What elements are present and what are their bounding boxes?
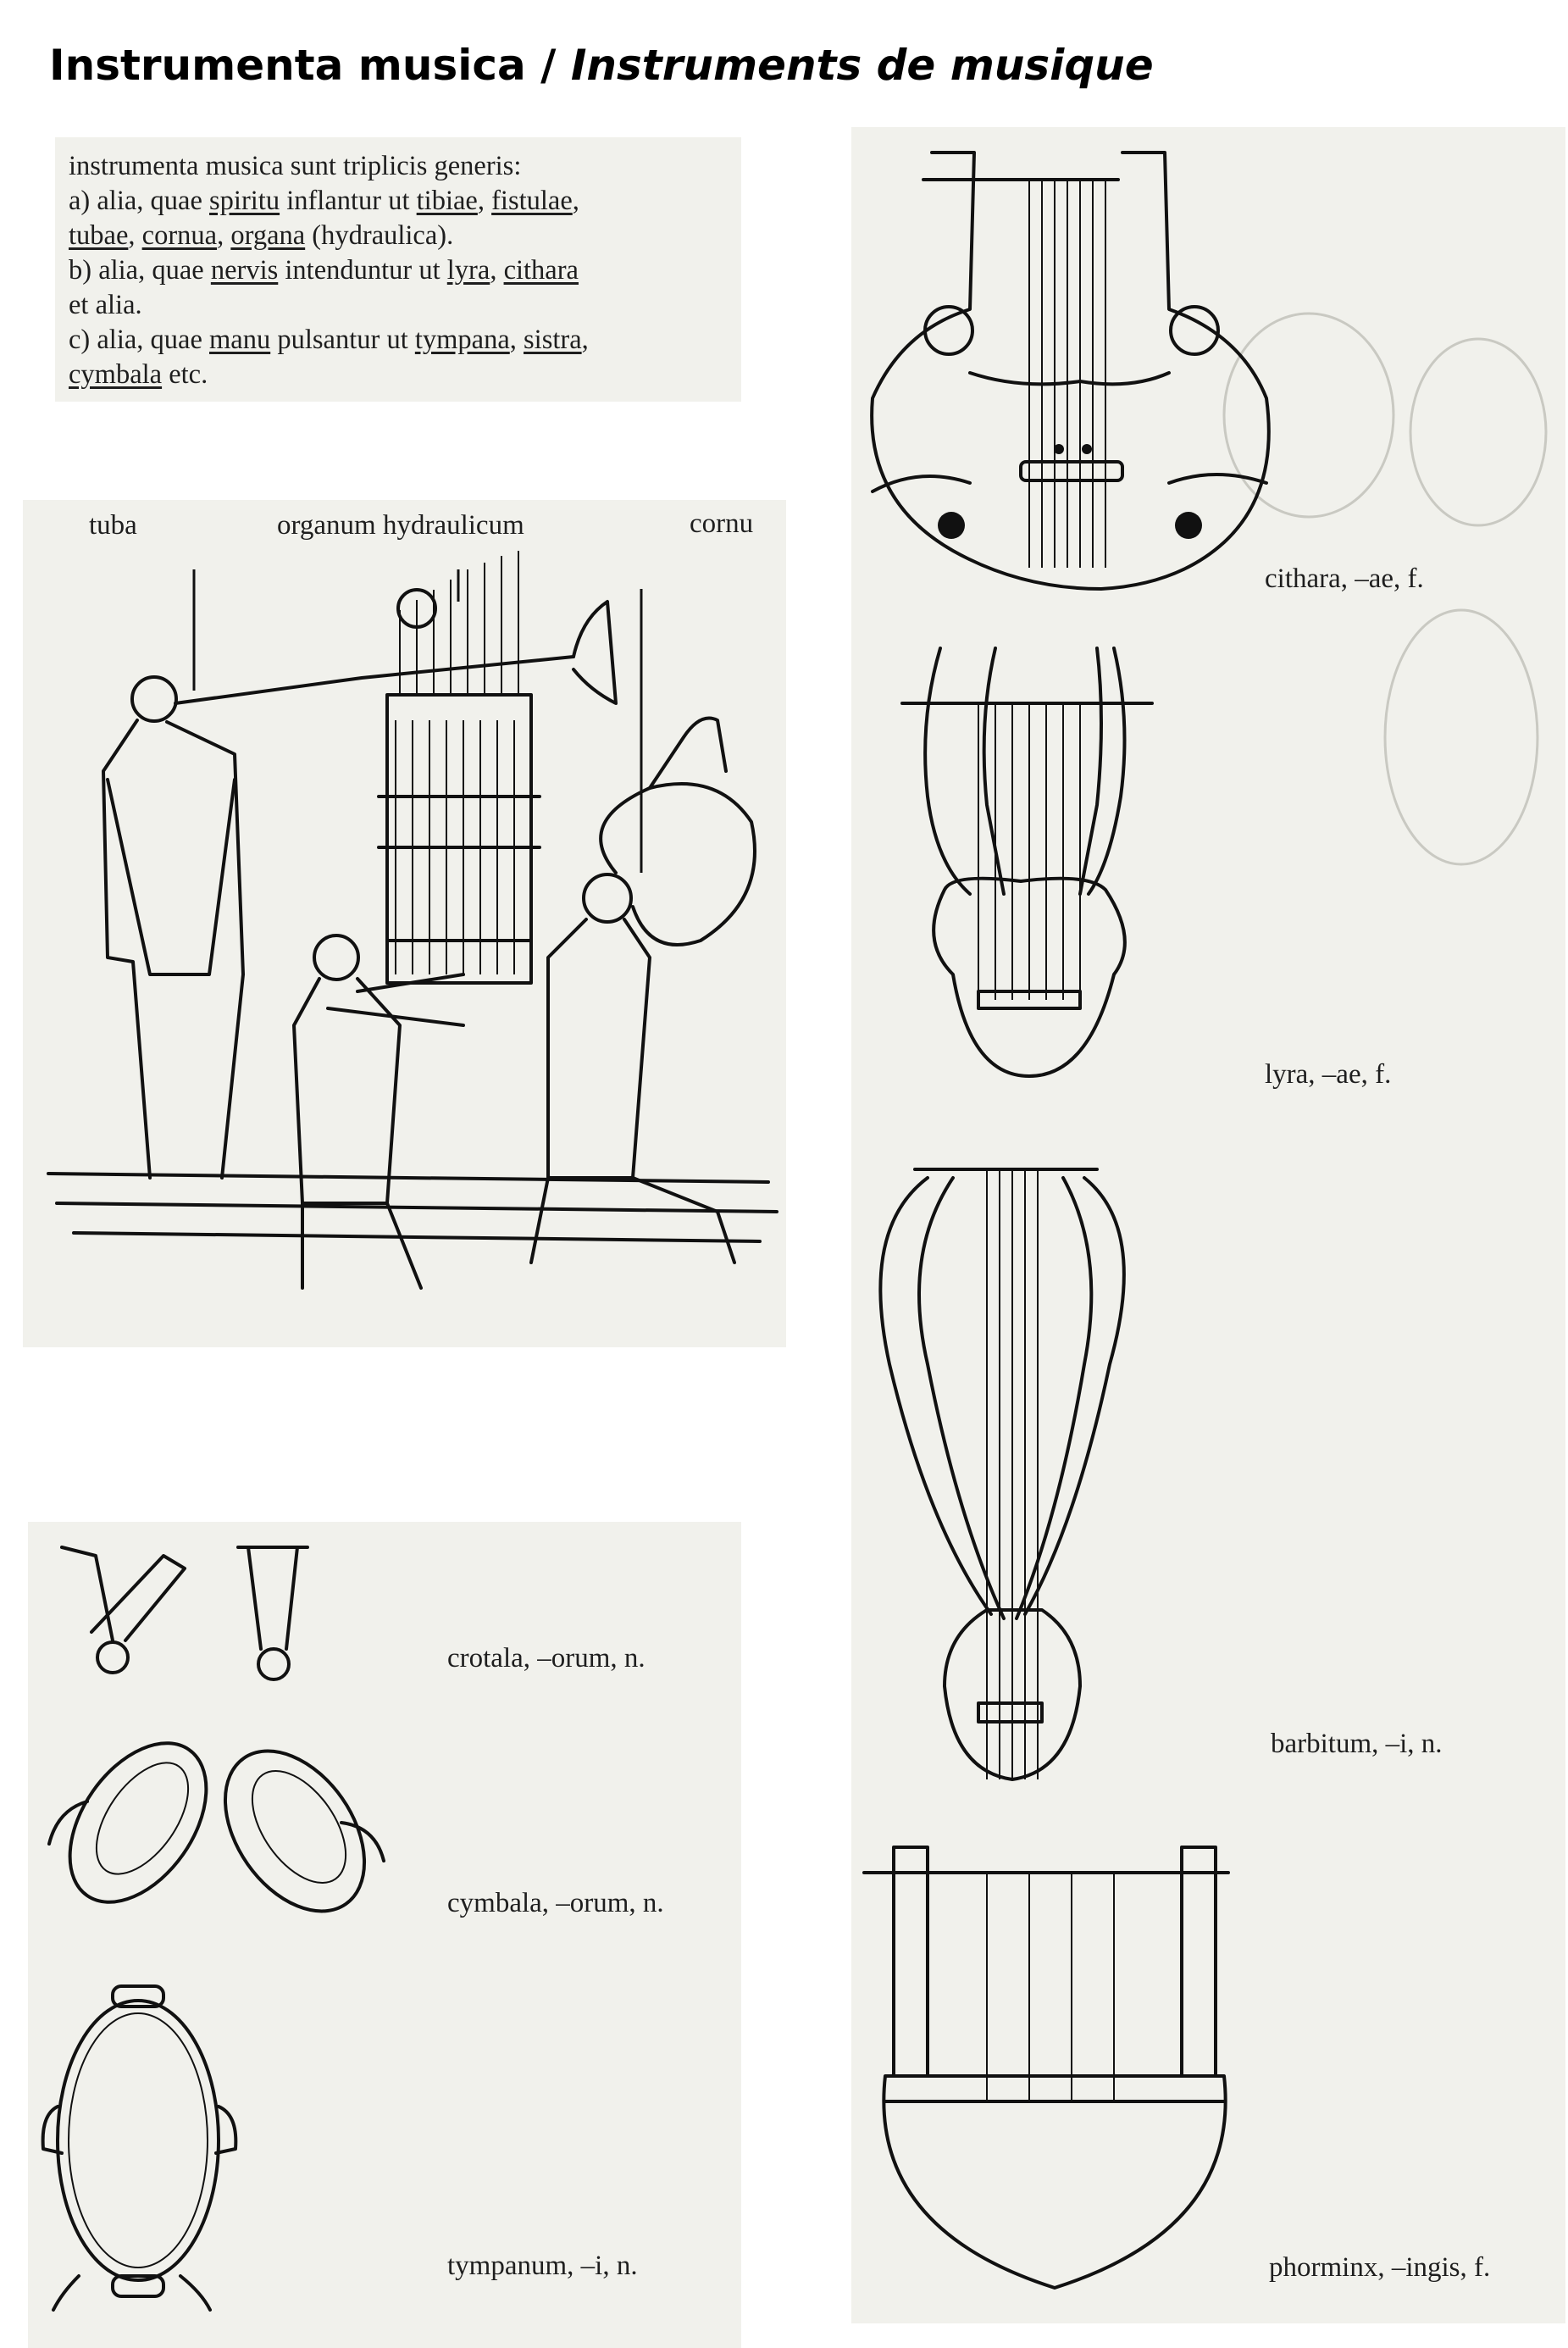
intro-c-tail: etc. [162, 359, 208, 390]
intro-a-mid: inflantur ut [280, 186, 417, 216]
caption-phorminx: phorminx, –ingis, f. [1269, 2252, 1491, 2283]
intro-a-c2: , [572, 186, 579, 216]
label-cornu: cornu [690, 508, 754, 539]
term-tubae: tubae [69, 220, 129, 251]
label-tuba: tuba [89, 510, 137, 541]
term-cornua: cornua [141, 220, 218, 251]
title-french: Instruments de musique [570, 41, 1154, 90]
term-cymbala: cymbala [69, 359, 163, 390]
intro-b-prefix: b) alia, quae [69, 255, 211, 286]
term-cithara: cithara [503, 255, 579, 286]
cymbala-icon [42, 1718, 393, 1937]
intro-b-mid: intenduntur ut [278, 255, 447, 286]
intro-a-c1: , [477, 186, 492, 216]
caption-tympanum: tympanum, –i, n. [447, 2251, 638, 2281]
term-organa: organa [230, 220, 306, 251]
percussion-panel [28, 1522, 741, 2348]
term-fistulae: fistulae [491, 186, 573, 216]
title-latin: Instrumenta musica [49, 41, 526, 90]
page-title [49, 41, 1154, 90]
lyra-icon [902, 648, 1152, 1076]
term-lyra: lyra [446, 255, 490, 286]
intro-c-prefix: c) alia, quae [69, 325, 210, 355]
strings-illustration [851, 127, 1565, 2323]
intro-c-c2: , [581, 325, 589, 355]
intro-c-mid: pulsantur ut [270, 325, 415, 355]
caption-cithara: cithara, –ae, f. [1265, 563, 1424, 594]
term-sistra: sistra [524, 325, 582, 355]
musicians-scene [23, 500, 786, 1347]
musicians-illustration [23, 500, 786, 1347]
intro-a-c3: , [128, 220, 142, 251]
crotala-icon [62, 1547, 308, 1679]
intro-a-c4: , [217, 220, 231, 251]
cithara-icon [872, 153, 1269, 589]
intro-a-tail: (hydraulica). [305, 220, 454, 251]
caption-lyra: lyra, –ae, f. [1265, 1059, 1392, 1090]
caption-crotala: crotala, –orum, n. [447, 1643, 645, 1674]
string-instruments-panel [851, 127, 1565, 2323]
intro-a-prefix: a) alia, quae [69, 186, 210, 216]
term-tympana: tympana [414, 325, 510, 355]
phorminx-icon [864, 1847, 1228, 2288]
intro-b-c1: , [490, 255, 504, 286]
caption-cymbala: cymbala, –orum, n. [447, 1888, 664, 1918]
intro-c-c1: , [509, 325, 524, 355]
term-nervis: nervis [210, 255, 279, 286]
term-spiritu: spiritu [209, 186, 280, 216]
intro-line-1: instrumenta musica sunt triplicis generis: [69, 151, 522, 181]
intro-panel [55, 137, 741, 402]
title-separator: / [525, 41, 571, 90]
tympanum-icon [43, 1986, 236, 2310]
caption-barbitum: barbitum, –i, n. [1271, 1729, 1443, 1759]
barbitum-icon [880, 1169, 1124, 1779]
term-manu: manu [209, 325, 271, 355]
term-tibiae: tibiae [416, 186, 478, 216]
label-organum: organum hydraulicum [277, 510, 524, 541]
intro-text [55, 137, 741, 404]
intro-b-tail: et alia. [69, 290, 142, 320]
